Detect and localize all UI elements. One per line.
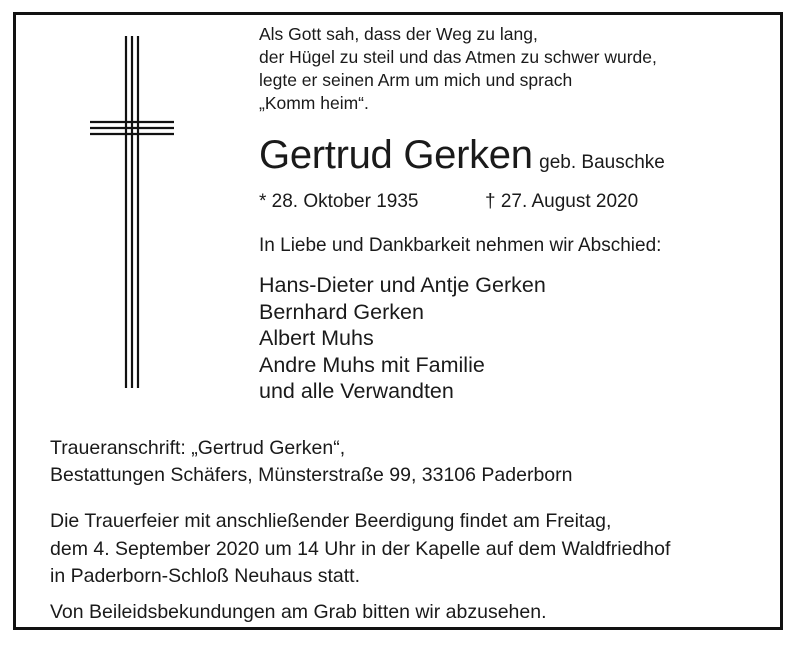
mourning-address bbox=[50, 435, 572, 489]
address-line: Traueranschrift: „Gertrud Gerken“, bbox=[50, 437, 346, 459]
mourner: Bernhard Gerken bbox=[259, 299, 424, 324]
birth-name: geb. Bauschke bbox=[539, 152, 665, 173]
mourner: Hans-Dieter und Antje Gerken bbox=[259, 273, 546, 297]
mourner: und alle Verwandten bbox=[259, 379, 454, 403]
service-line: dem 4. September 2020 um 14 Uhr in der Kapelle auf dem Waldfriedhof bbox=[50, 537, 671, 560]
deceased-name: Gertrud Gerken bbox=[259, 133, 533, 177]
poem-line: Als Gott sah, dass der Weg zu lang, bbox=[259, 24, 538, 44]
farewell-text: In Liebe und Dankbarkeit nehmen wir Abschied: bbox=[259, 235, 662, 256]
mourners-list bbox=[259, 272, 546, 405]
service-line: in Paderborn-Schloß Neuhaus statt. bbox=[50, 565, 361, 587]
cross-icon bbox=[88, 34, 176, 390]
service-line: Die Trauerfeier mit anschließender Beerdigung findet am Freitag, bbox=[50, 510, 612, 532]
deceased-name-line bbox=[259, 131, 665, 179]
poem-verse bbox=[259, 23, 657, 115]
address-line: Bestattungen Schäfers, Münsterstraße 99, 33106 Paderborn bbox=[50, 464, 573, 486]
poem-line: „Komm heim“. bbox=[259, 93, 369, 113]
funeral-service-info bbox=[50, 508, 670, 591]
condolence-note: Von Beileidsbekundungen am Grab bitten wir abzusehen. bbox=[50, 601, 547, 623]
poem-line: legte er seinen Arm um mich und sprach bbox=[259, 70, 573, 90]
poem-line: der Hügel zu steil und das Atmen zu schwer wurde, bbox=[259, 47, 657, 67]
life-dates bbox=[259, 191, 639, 213]
mourner: Albert Muhs bbox=[259, 326, 374, 350]
obituary-notice bbox=[13, 12, 783, 630]
birth-date: * 28. Oktober 1935 bbox=[259, 191, 419, 212]
mourner: Andre Muhs mit Familie bbox=[259, 352, 485, 377]
death-date: † 27. August 2020 bbox=[485, 191, 639, 212]
